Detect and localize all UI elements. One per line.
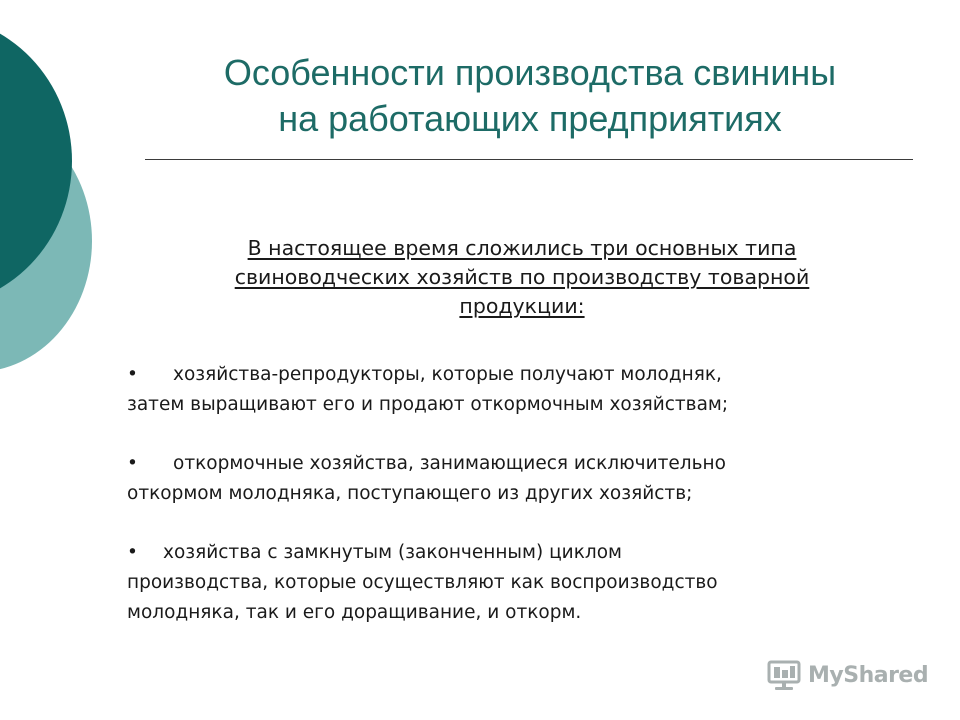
bullet-line: • хозяйства с замкнутым (законченным) циклом: [127, 538, 927, 568]
bullet-line: затем выращивают его и продают откормочным хозяйствам;: [127, 394, 729, 415]
title-line-1: Особенности производства свинины: [223, 52, 837, 93]
bullet-line: молодняка, так и его доращивание, и откорм.: [127, 602, 582, 623]
bullet-dot-icon: •: [127, 542, 138, 563]
intro-line-2: свиноводческих хозяйств по производству товарной: [234, 265, 810, 289]
bullet-line: откормом молодняка, поступающего из других хозяйств;: [127, 483, 693, 504]
bullet-line: • хозяйства-репродукторы, которые получают молодняк,: [127, 360, 927, 390]
bullet-line: • откормочные хозяйства, занимающиеся исключительно: [127, 449, 927, 479]
presentation-board-icon: [766, 657, 802, 693]
slide-title: [150, 50, 910, 142]
title-divider: [145, 159, 913, 160]
intro-line-1: В настоящее время сложились три основных типа: [247, 236, 797, 260]
bullet-item-breeding-farms: [127, 360, 927, 420]
bullet-item-fattening-farms: [127, 449, 927, 509]
intro-line-3: продукции:: [459, 294, 585, 318]
watermark-text: MyShared: [808, 662, 929, 688]
watermark-logo: [766, 655, 928, 695]
bullet-item-closed-cycle-farms: [127, 538, 927, 628]
bullet-line: производства, которые осуществляют как воспроизводство: [127, 572, 718, 593]
bullet-dot-icon: •: [127, 364, 138, 385]
bullet-list: [127, 360, 927, 657]
title-line-2: на работающих предприятиях: [278, 98, 782, 139]
intro-text: [140, 234, 904, 321]
bullet-dot-icon: •: [127, 453, 138, 474]
